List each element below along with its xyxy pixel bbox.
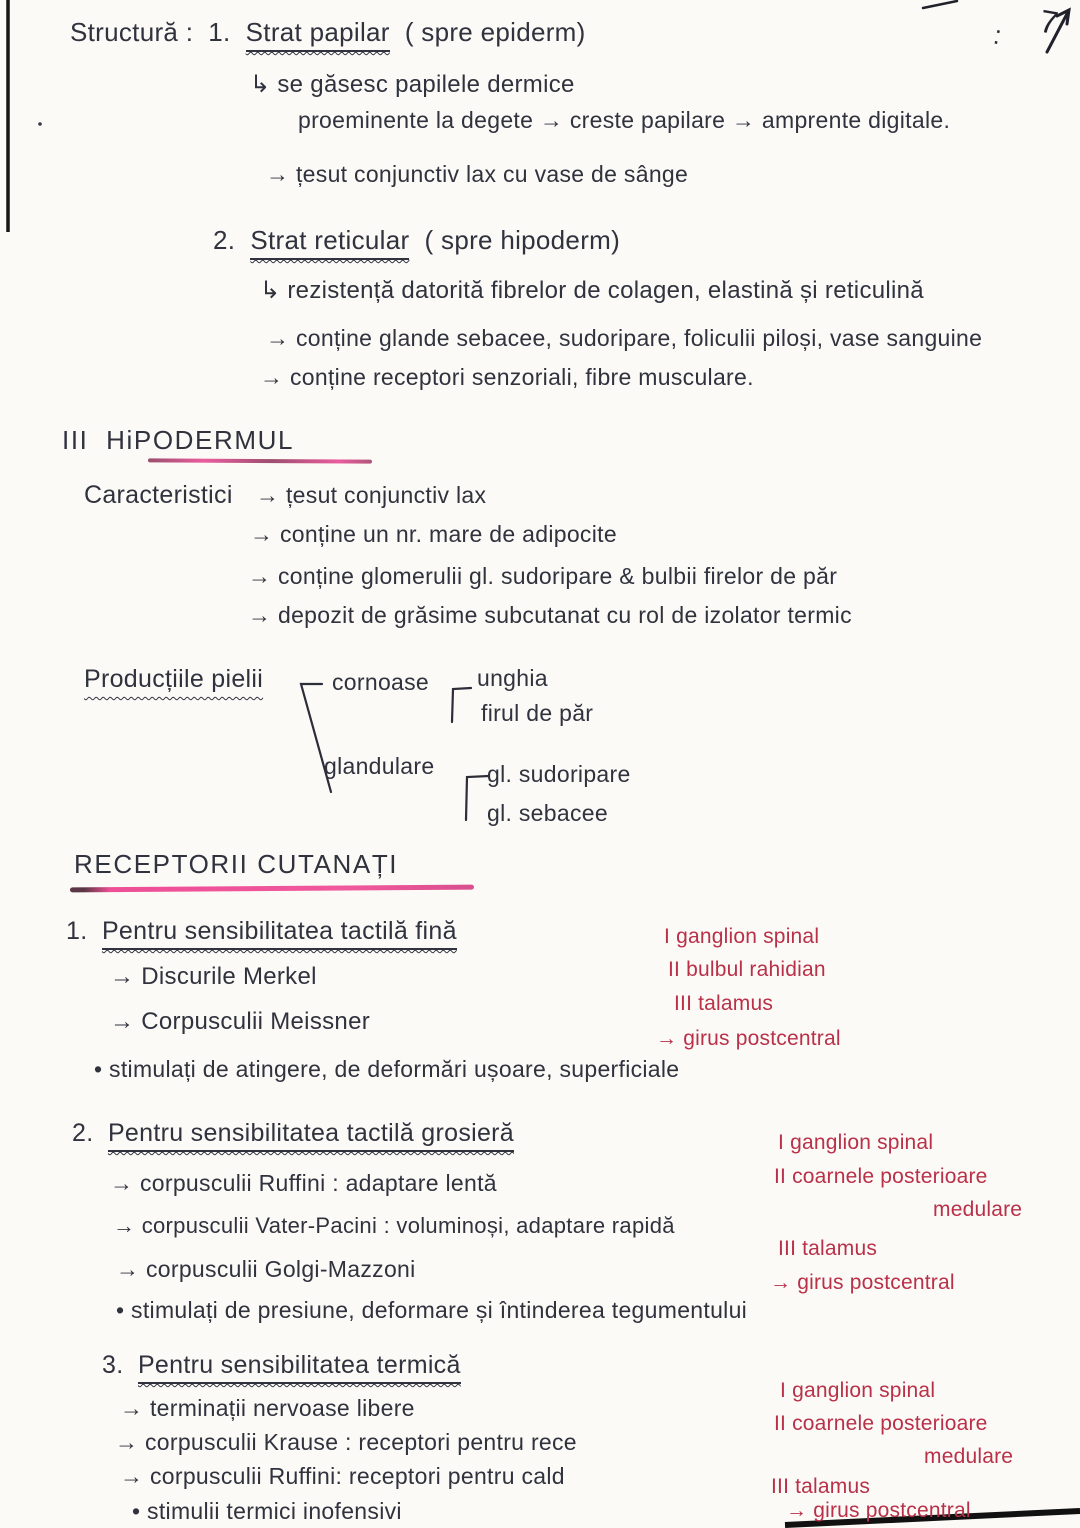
pathway3-step-2: II coarnele posterioare — [774, 1412, 988, 1435]
branch-glandulare: glandulare — [324, 753, 435, 779]
receptor1-title-line — [66, 916, 457, 950]
strat1-sub-2: proeminente la degete → creste papilare → amprente digitale. — [298, 107, 951, 133]
pathway2-step-2: II coarnele posterioare — [774, 1165, 988, 1188]
strat1-paren: ( spre epiderm) — [404, 17, 586, 47]
strat2-num: 2. — [213, 225, 236, 255]
strat2-title: Strat reticular — [250, 224, 409, 260]
receptor2-arrow-3: → corpusculii Golgi-Mazzoni — [116, 1256, 416, 1282]
page-number: 7 — [1037, 2, 1061, 42]
receptor2-arrow-1: → corpusculii Ruffini : adaptare lentă — [110, 1170, 497, 1196]
receptor3-arrow-3: → corpusculii Ruffini: receptori pentru cald — [120, 1463, 565, 1489]
hipoderm-title: HiPODERMUL — [106, 425, 295, 455]
receptor3-num: 3. — [102, 1351, 124, 1379]
hipoderm-item-1: → țesut conjunctiv lax — [256, 482, 487, 508]
receptori-pink-underline — [70, 885, 474, 893]
receptor2-arrow-2: → corpusculii Vater-Pacini : voluminoși, adaptare rapidă — [113, 1213, 675, 1238]
corner-dots-mark: : — [991, 19, 1005, 51]
ink-dot — [38, 122, 42, 126]
hipoderm-item-2: → conține un nr. mare de adipocite — [250, 521, 617, 547]
leaf-firul-de-par: firul de păr — [481, 700, 594, 726]
structura-label: Structură : — [70, 17, 194, 47]
receptor2-title: Pentru sensibilitatea tactilă grosieră — [108, 1118, 514, 1152]
pathway3-step-2b: medulare — [924, 1445, 1014, 1468]
receptor3-title: Pentru sensibilitatea termică — [138, 1350, 461, 1384]
leaf-unghia: unghia — [477, 665, 548, 691]
pathway2-step-3: III talamus — [778, 1237, 878, 1260]
receptor3-title-line — [102, 1350, 461, 1384]
strat2-sub-3: → conține receptori senzoriali, fibre musculare. — [260, 364, 754, 390]
leaf-gl-sudoripare: gl. sudoripare — [487, 761, 631, 787]
receptor2-bullet: • stimulați de presiune, deformare și întinderea tegumentului — [116, 1297, 748, 1323]
strat1-title: Strat papilar — [246, 16, 390, 52]
pathway1-step-1: I ganglion spinal — [664, 925, 820, 948]
strat2-sub-2: → conține glande sebacee, sudoripare, foliculii piloși, vase sanguine — [266, 325, 983, 351]
strat2-line — [213, 224, 620, 260]
branch-cornoase: cornoase — [332, 669, 430, 695]
receptor1-num: 1. — [66, 917, 88, 945]
pathway1-step-2: II bulbul rahidian — [668, 958, 826, 981]
hipoderm-item-3: → conține glomerulii gl. sudoripare & bulbii firelor de păr — [248, 563, 838, 589]
pathway3-step-1: I ganglion spinal — [780, 1379, 936, 1402]
tree-glandulare-bracket — [466, 776, 489, 820]
pathway2-step-2b: medulare — [933, 1198, 1023, 1221]
corner-stroke — [923, 1, 957, 8]
structura-line — [70, 16, 586, 52]
strat2-paren: ( spre hipoderm) — [424, 225, 621, 255]
receptor2-num: 2. — [72, 1119, 94, 1147]
pathway2-step-4: → girus postcentral — [770, 1271, 955, 1294]
receptor3-bullet: • stimulii termici inofensivi — [132, 1498, 402, 1524]
productiile-label: Producțiile pielii — [84, 665, 264, 693]
leaf-gl-sebacee: gl. sebacee — [487, 800, 608, 826]
hipoderm-item-4: → depozit de grăsime subcutanat cu rol de izolator termic — [248, 602, 852, 628]
pathway1-step-4: → girus postcentral — [656, 1027, 841, 1050]
hipoderm-heading — [62, 424, 294, 457]
receptor3-arrow-2: → corpusculii Krause : receptori pentru rece — [115, 1429, 577, 1455]
receptor1-arrow-1: → Discurile Merkel — [110, 963, 317, 990]
receptor1-arrow-2: → Corpusculii Meissner — [110, 1008, 371, 1035]
tree-cornoase-bracket — [452, 688, 471, 722]
caracteristici-label: Caracteristici — [84, 481, 233, 509]
hipoderm-pink-underline — [148, 458, 372, 463]
receptori-heading: RECEPTORII CUTANAȚI — [74, 849, 399, 879]
strat1-sub-3: → țesut conjunctiv lax cu vase de sânge — [266, 161, 689, 187]
hipoderm-numeral: III — [62, 425, 89, 455]
productiile-label-wrap — [84, 664, 263, 695]
receptor1-title: Pentru sensibilitatea tactilă fină — [102, 916, 457, 950]
strat1-sub-1: ↳ se găsesc papilele dermice — [250, 71, 575, 98]
receptor1-bullet: • stimulați de atingere, de deformări ușoare, superficiale — [94, 1056, 680, 1082]
receptor2-title-line — [72, 1118, 514, 1152]
pathway2-step-1: I ganglion spinal — [778, 1131, 934, 1154]
pathway1-step-3: III talamus — [674, 992, 774, 1015]
pathway3-step-3: III talamus — [771, 1475, 871, 1498]
strat2-sub-1: ↳ rezistență datorită fibrelor de colagen, elastină și reticulină — [260, 277, 924, 304]
strat1-num: 1. — [208, 17, 231, 47]
pathway3-step-4: → girus postcentral — [786, 1499, 971, 1522]
receptor3-arrow-1: → terminații nervoase libere — [120, 1395, 415, 1421]
